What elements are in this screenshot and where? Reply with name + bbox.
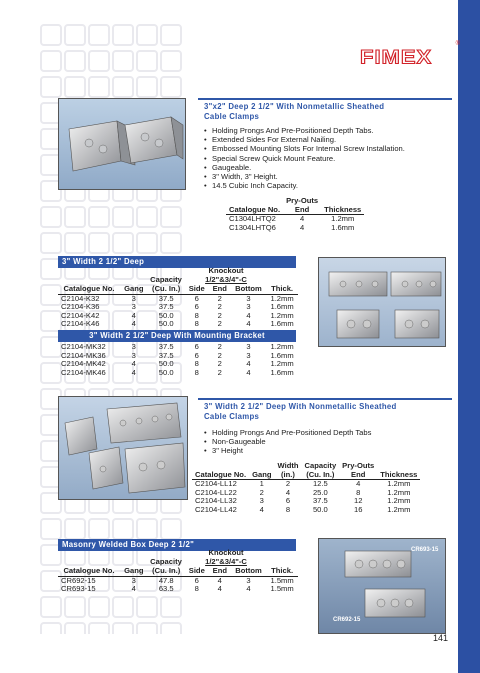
section2-bracket-heading: 3" Width 2 1/2" Deep With Mounting Bracket — [58, 330, 296, 342]
table-cell: 4 — [246, 367, 251, 377]
table-cell: C2104-LL42 — [195, 504, 237, 514]
table-cell: 6 — [194, 575, 199, 585]
logo-wordmark: FIMEX — [360, 45, 433, 68]
table-cell: 4 — [299, 214, 305, 224]
watermark-cell — [40, 232, 62, 254]
table-cell: 4 — [246, 319, 251, 329]
section2-heading: 3" Width 2 1/2" Deep — [58, 256, 296, 268]
table-cell: 2 — [285, 479, 291, 489]
feature-bullet: • Embossed Mounting Slots For Internal Screw Installation. — [204, 144, 454, 153]
watermark-cell — [64, 24, 86, 46]
watermark-cell — [160, 50, 182, 72]
s2-knockout-title: Knockout — [208, 266, 244, 275]
table-cell: 1.6mm — [270, 302, 294, 312]
watermark-cell — [64, 596, 86, 618]
column-header: Thickness — [321, 206, 364, 215]
table-cell: 4 — [246, 584, 251, 594]
feature-bullet: • Holding Prongs And Pre-Positioned Depth Tabs — [204, 428, 444, 437]
section4-table — [58, 567, 298, 594]
table-cell: 50.0 — [158, 367, 174, 377]
table-cell: 2 — [217, 359, 222, 369]
section1-table — [226, 197, 364, 232]
product-photo-clamped-box — [58, 98, 186, 190]
s2-capacity-header: Capacity — [150, 275, 182, 284]
watermark-cell — [88, 24, 110, 46]
watermark-cell — [64, 50, 86, 72]
table-cell: 4 — [259, 504, 264, 514]
table-cell: 4 — [131, 584, 136, 594]
watermark-cell — [40, 622, 62, 634]
table-cell: 4 — [246, 310, 251, 320]
watermark-cell — [112, 232, 134, 254]
watermark-cell — [112, 596, 134, 618]
watermark-cell — [40, 76, 62, 98]
table-cell: 16 — [353, 504, 363, 514]
table-cell: 1.2mm — [270, 341, 294, 351]
column-header: End — [283, 206, 321, 215]
section1-heading-line1: 3"x2" Deep 2 1/2" With Nonmetallic Sheathed — [204, 102, 385, 111]
table-cell: 6 — [194, 341, 199, 351]
feature-bullet: • 14.5 Cubic Inch Capacity. — [204, 181, 454, 190]
watermark-row — [40, 232, 190, 254]
table-cell: 3 — [246, 341, 251, 351]
table-cell: 2 — [217, 350, 222, 360]
table-cell: 50.0 — [158, 359, 174, 369]
feature-bullet: • Extended Sides For External Nailing. — [204, 135, 454, 144]
table-cell: 3 — [131, 350, 136, 360]
watermark-cell — [136, 232, 158, 254]
table-cell: 63.5 — [158, 584, 174, 594]
table-cell: 4 — [285, 487, 291, 497]
watermark-cell — [136, 206, 158, 228]
table-cell: 1.2mm — [270, 293, 294, 303]
table-cell: 1.2mm — [331, 214, 355, 224]
table-cell: C2104-K32 — [61, 293, 100, 303]
table-row — [58, 320, 298, 329]
column-header: Catalogue No. — [192, 471, 249, 480]
table-cell: 37.5 — [158, 350, 174, 360]
column-header: (Cu. In.) — [302, 471, 340, 480]
table-cell: 2 — [217, 302, 222, 312]
watermark-cell — [88, 518, 110, 540]
table-cell: 1 — [259, 479, 264, 489]
column-header: (in.) — [274, 471, 301, 480]
fimex-logo — [360, 41, 460, 74]
table-row — [58, 585, 298, 594]
section1-feature-list — [204, 126, 454, 190]
s4-knockout-title: Knockout — [208, 548, 244, 557]
watermark-cell — [136, 24, 158, 46]
watermark-cell — [136, 76, 158, 98]
table-cell: 3 — [131, 575, 136, 585]
table-cell: C1304LHTQ6 — [229, 222, 276, 232]
table-cell: 3 — [246, 302, 251, 312]
table-cell: 2 — [217, 341, 222, 351]
table-cell: 4 — [356, 479, 361, 489]
table-cell: C2104-MK42 — [61, 359, 106, 369]
s3-capacity-header: Capacity — [304, 461, 337, 470]
watermark-row — [40, 518, 190, 540]
table-cell: 4 — [217, 575, 222, 585]
table-cell: 1.6mm — [331, 222, 355, 232]
right-edge-bar — [455, 0, 480, 673]
table-cell: 8 — [356, 487, 361, 497]
product-photo-deep-boxes — [318, 257, 446, 347]
table-cell: 3 — [246, 575, 251, 585]
section3-table — [192, 462, 420, 515]
table-cell: 4 — [131, 310, 136, 320]
watermark-cell — [136, 50, 158, 72]
table-cell: 2 — [217, 367, 222, 377]
watermark-cell — [160, 518, 182, 540]
section1-heading-line2: Cable Clamps — [204, 112, 260, 121]
s1-pryouts-header: Pry-Outs — [286, 196, 319, 205]
column-header: (Cu. In.) — [148, 285, 185, 294]
table-cell: C2104-LL32 — [195, 496, 237, 506]
watermark-cell — [112, 24, 134, 46]
table-cell: C2104-MK36 — [61, 350, 106, 360]
watermark-cell — [88, 232, 110, 254]
table-cell: 8 — [194, 319, 199, 329]
feature-bullet: • 3" Width, 3" Height. — [204, 172, 454, 181]
s4-knockout-header — [190, 549, 262, 566]
watermark-cell — [160, 206, 182, 228]
table-cell: 37.5 — [158, 341, 174, 351]
watermark-cell — [112, 622, 134, 634]
table-cell: 1.6mm — [270, 350, 294, 360]
table-cell: 4 — [131, 367, 136, 377]
table-cell: 8 — [194, 359, 199, 369]
table-cell: 3 — [131, 341, 136, 351]
watermark-cell — [112, 206, 134, 228]
section4-heading: Masonry Welded Box Deep 2 1/2" — [58, 539, 296, 551]
column-header: (Cu. In.) — [148, 567, 185, 576]
photo-label-cr693: CR693-15 — [411, 547, 439, 553]
watermark-cell — [112, 76, 134, 98]
feature-bullet: • Holding Prongs And Pre-Positioned Depth Tabs. — [204, 126, 454, 135]
watermark-cell — [64, 76, 86, 98]
table-cell: C2104-K36 — [61, 302, 100, 312]
watermark-cell — [64, 206, 86, 228]
table-cell: 1.2mm — [387, 504, 411, 514]
s2-knockout-sub: 1/2"&3/4"-C — [205, 274, 247, 284]
column-header: Gang — [120, 567, 148, 576]
product-photo-masonry-boxes — [318, 538, 446, 634]
page-number: 141 — [433, 633, 449, 643]
table-cell: 1.2mm — [270, 359, 294, 369]
section3-heading-line1: 3" Width 2 1/2" Deep With Nonmetallic Sheathed — [204, 402, 397, 411]
watermark-cell — [136, 596, 158, 618]
table-cell: 3 — [259, 496, 264, 506]
watermark-cell — [88, 622, 110, 634]
watermark-row — [40, 596, 190, 618]
section3-heading — [198, 398, 452, 424]
watermark-cell — [160, 76, 182, 98]
column-header: Gang — [249, 471, 274, 480]
table-cell: 2 — [217, 310, 222, 320]
watermark-cell — [40, 50, 62, 72]
table-cell: 4 — [299, 222, 305, 232]
column-header: End — [209, 285, 231, 294]
table-cell: 2 — [217, 293, 222, 303]
table-cell: 8 — [194, 367, 199, 377]
table-cell: C2104-MK46 — [61, 367, 106, 377]
section1-heading — [198, 98, 452, 124]
table-cell: 8 — [285, 504, 291, 514]
table-cell: 37.5 — [158, 293, 174, 303]
column-header: Catalogue No. — [58, 285, 120, 294]
column-header: Bottom — [231, 285, 266, 294]
table-cell: 12 — [353, 496, 363, 506]
table-cell: 4 — [217, 584, 222, 594]
column-header: Side — [185, 567, 209, 576]
table-cell: 2 — [217, 319, 222, 329]
watermark-cell — [40, 518, 62, 540]
feature-bullet: • Non-Gaugeable — [204, 437, 444, 446]
watermark-row — [40, 50, 190, 72]
column-header: Thickness — [377, 471, 420, 480]
table-cell: C1304LHTQ2 — [229, 214, 276, 224]
watermark-cell — [136, 622, 158, 634]
watermark-row — [40, 622, 190, 634]
table-cell: C2104-LL22 — [195, 487, 237, 497]
column-header: Catalogue No. — [58, 567, 120, 576]
table-cell: 3 — [246, 350, 251, 360]
watermark-cell — [40, 596, 62, 618]
watermark-cell — [88, 76, 110, 98]
column-header: Gang — [120, 285, 148, 294]
column-header: Side — [185, 285, 209, 294]
watermark-cell — [88, 50, 110, 72]
table-cell: 1.5mm — [270, 575, 294, 585]
watermark-cell — [136, 518, 158, 540]
table-cell: 1.2mm — [387, 479, 411, 489]
product-photo-cable-clamp-boxes — [58, 396, 188, 500]
s3-pryouts-header: Pry-Outs — [342, 461, 375, 470]
watermark-cell — [160, 24, 182, 46]
watermark-cell — [88, 206, 110, 228]
section3-heading-line2: Cable Clamps — [204, 412, 260, 421]
table-row — [192, 506, 420, 515]
table-cell: CR692-15 — [61, 575, 96, 585]
registered-mark: ® — [455, 41, 460, 47]
watermark-row — [40, 76, 190, 98]
table-cell: 50.0 — [158, 319, 174, 329]
watermark-row — [40, 24, 190, 46]
watermark-cell — [112, 50, 134, 72]
table-cell: 37.5 — [158, 302, 174, 312]
section3-feature-list — [204, 428, 444, 456]
table-cell: 1.6mm — [270, 319, 294, 329]
table-row — [226, 224, 364, 233]
feature-bullet: • 3" Height — [204, 446, 444, 455]
watermark-cell — [88, 596, 110, 618]
table-cell: 12.5 — [312, 479, 328, 489]
table-cell: 8 — [194, 584, 199, 594]
s3-width-header: Width — [277, 461, 299, 470]
column-header: End — [339, 471, 377, 480]
s4-knockout-sub: 1/2"&3/4"-C — [205, 556, 247, 566]
watermark-cell — [64, 232, 86, 254]
watermark-cell — [40, 24, 62, 46]
table-cell: 4 — [131, 359, 136, 369]
table-cell: 6 — [194, 350, 199, 360]
table-cell: CR693-15 — [61, 584, 96, 594]
table-cell: 50.0 — [158, 310, 174, 320]
table-cell: 1.2mm — [270, 310, 294, 320]
table-cell: 3 — [131, 293, 136, 303]
column-header: End — [209, 567, 231, 576]
table-cell: 50.0 — [312, 504, 328, 514]
watermark-row — [40, 206, 190, 228]
watermark-cell — [64, 622, 86, 634]
table-cell: 1.5mm — [270, 584, 294, 594]
watermark-cell — [160, 232, 182, 254]
table-cell: 3 — [246, 293, 251, 303]
s4-capacity-header: Capacity — [150, 557, 182, 566]
table-cell: 1.2mm — [387, 487, 411, 497]
table-cell: 4 — [246, 359, 251, 369]
section2-table — [58, 285, 298, 377]
column-header: Catalogue No. — [226, 206, 283, 215]
watermark-cell — [160, 596, 182, 618]
table-cell: 6 — [194, 293, 199, 303]
table-cell: 6 — [194, 302, 199, 312]
table-cell: 3 — [131, 302, 136, 312]
s2-knockout-header — [190, 267, 262, 284]
table-cell: C2104-K42 — [61, 310, 100, 320]
table-cell: 1.6mm — [270, 367, 294, 377]
table-cell: C2104-K46 — [61, 319, 100, 329]
feature-bullet: • Special Screw Quick Mount Feature. — [204, 154, 454, 163]
table-cell: 1.2mm — [387, 496, 411, 506]
table-cell: 25.0 — [312, 487, 328, 497]
table-cell: 47.8 — [158, 575, 174, 585]
column-header: Thick. — [266, 285, 298, 294]
table-cell: 4 — [131, 319, 136, 329]
table-cell: C2104-MK32 — [61, 341, 106, 351]
watermark-cell — [112, 518, 134, 540]
table-cell: 6 — [285, 496, 291, 506]
watermark-cell — [40, 206, 62, 228]
watermark-cell — [64, 518, 86, 540]
feature-bullet: • Gaugeable. — [204, 163, 454, 172]
watermark-cell — [160, 622, 182, 634]
column-header: Bottom — [231, 567, 266, 576]
table-cell: C2104-LL12 — [195, 479, 237, 489]
table-row — [58, 369, 298, 378]
table-cell: 37.5 — [312, 496, 328, 506]
table-cell: 2 — [259, 487, 264, 497]
table-cell: 8 — [194, 310, 199, 320]
photo-label-cr692: CR692-15 — [333, 617, 361, 623]
column-header: Thick. — [266, 567, 298, 576]
